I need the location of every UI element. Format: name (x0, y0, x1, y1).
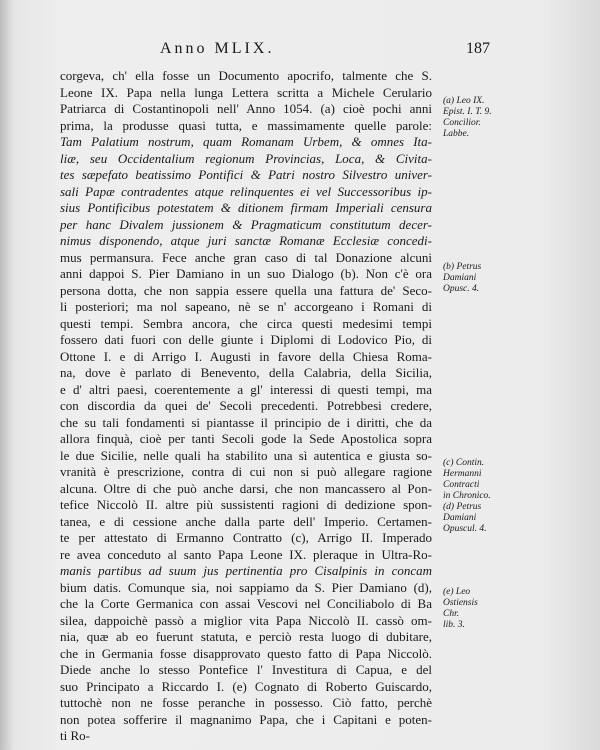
margin-note-line: Labbe. (443, 129, 470, 139)
text-line: nia, quæ ab eo fuerunt statuta, e perciò resta luogo di dubitare, (60, 629, 432, 644)
text-line: tefice Niccolò II. altre più sussistenti ragioni di dedizione spon- (60, 497, 432, 512)
text-line: che su tali fondamenti si piantasse il principio de i diritti, che da (60, 414, 432, 430)
text-line: che la Corte Germanica con assai Vescovi nel Conciliabolo di Ba (60, 596, 432, 611)
page-header (60, 40, 490, 60)
text-line: sius Pontificibus potestatem & ditionem firmam Imperiali censura (60, 200, 432, 215)
margin-note-e (443, 587, 533, 631)
text-line: re avea conceduto al santo Papa Leone IX. pleraque in Ultra-Ro- (60, 546, 432, 562)
margin-note-line: (d) Petrus (443, 502, 482, 512)
text-line: liæ, seu Occidentalium regionum Provincias, Loca, & Civita- (60, 150, 432, 166)
margin-note-line: Damiani (443, 513, 477, 523)
page-number: 187 (466, 40, 490, 57)
text-line: silea, dappoichè passò a miglior vita Papa Niccolò II. cassò om- (60, 612, 432, 628)
text-line: alcuna. Oltre di che può anche darsi, che non mancassero al Pon- (60, 480, 432, 496)
text-line: Diede anche lo stesso Pontefice l' Investitura di Capua, e del (60, 662, 432, 677)
text-line: manis partibus ad suum jus pertinentia pro Cisalpinis in concam (60, 563, 432, 578)
margin-note-line: (b) Petrus (443, 262, 482, 272)
margin-note-a (443, 96, 533, 140)
text-line: mus permansura. Fece anche gran caso di tal Donazione alcuni (60, 249, 432, 265)
margin-note-line: in Chronico. (443, 491, 491, 501)
text-line: allora finquà, cioè per tanti Secoli gode la Sede Apostolica sopra (60, 431, 432, 446)
text-line: per hanc Divalem jussionem & Pragmaticum constitutum decer- (60, 216, 432, 232)
main-text (60, 68, 432, 745)
text-line: na, dove è parlato di Benevento, della Calabria, della Sicilia, (60, 365, 432, 380)
margin-note-b (443, 262, 533, 295)
margin-note-line: Epist. I. T. 9. (443, 107, 492, 117)
margin-note-line: Concilior. (443, 118, 481, 128)
text-line: tanea, e di cessione anche dalla parte dell' Imperio. Certamen- (60, 513, 432, 529)
text-line: fossero dati fuori con delle giunte i Diplomi di Lodovico Pio, di (60, 332, 432, 347)
text-line: corgeva, ch' ella fosse un Documento apocrifo, talmente che S. (60, 68, 432, 83)
margin-note-line: Contracti (443, 480, 480, 490)
text-line: non potea sofferire il magnanimo Papa, che i Capitani e poten- (60, 711, 432, 727)
text-line: Patriarca di Costantinopoli nell' Anno 1054. (a) cioè pochi anni (60, 101, 432, 116)
text-line: le due Sicilie, nelle quali ha stabilito una sì autentica e giusta so- (60, 447, 432, 463)
text-line: sali Papæ contradentes atque relinquentes ei vel Successoribus ip- (60, 183, 432, 199)
margin-note-line: Ostiensis (443, 598, 478, 608)
margin-note-line: Damiani (443, 273, 477, 283)
margin-note-c-d (443, 458, 533, 535)
text-line: tuttochè non ne fosse peranche in possesso. Ciò fatto, perchè (60, 695, 432, 710)
margin-note-line: (a) Leo IX. (443, 96, 485, 106)
text-line: bium datis. Comunque sia, noi sappiamo da S. Pier Damiano (d), (60, 579, 432, 595)
text-line: Leone IX. Papa nella lunga Lettera scritta a Michele Cerulario (60, 84, 432, 100)
margin-note-line: lib. 3. (443, 620, 465, 630)
text-line: con discordia da quei de' Secoli precedenti. Potrebbesi credere, (60, 398, 432, 413)
margin-note-line: Opuscul. 4. (443, 524, 487, 534)
running-head: Anno MLIX. (160, 40, 275, 57)
text-line: prima, la produsse quasi tutta, e massimamente quelle parole: (60, 117, 432, 133)
text-line: nimus disponendo, atque juri sanctæ Romanæ Ecclesiæ concedi- (60, 233, 432, 248)
margin-note-line: (c) Contin. (443, 458, 485, 468)
text-line: anni dappoi S. Pier Damiano in un suo Dialogo (b). Non c'è ora (60, 266, 432, 281)
margin-note-line: Chr. (443, 609, 460, 619)
text-line: questi tempi. Sembra ancora, che circa questi medesimi tempi (60, 315, 432, 331)
text-line: e d' altri paesi, coerentemente a gl' interessi di questi tempi, ma (60, 381, 432, 397)
margin-note-line: Opusc. 4. (443, 284, 480, 294)
text-line: ti Ro- (60, 728, 90, 743)
text-line: te per attestato di Ermanno Contratto (c), Arrigo II. Imperado (60, 530, 432, 545)
text-line: persona dotta, che non sappia essere quella una fattura de' Seco- (60, 282, 432, 298)
text-line: vranità è prescrizione, contra di cui non si può allegare ragione (60, 464, 432, 479)
text-line: Tam Palatium nostrum, quam Romanam Urbem, & omnes Ita- (60, 134, 432, 149)
text-line: Ottone I. e di Arrigo I. Augusti in favore della Chiesa Roma- (60, 348, 432, 364)
margin-note-line: Hermanni (443, 469, 482, 479)
text-line: tes sæpefato beatissimo Pontifici & Patri nostro Silvestro univer- (60, 167, 432, 182)
text-line: li posteriori; ma nol sapeano, nè se n' accorgeano i Romani di (60, 299, 432, 314)
margin-note-line: (e) Leo (443, 587, 471, 597)
text-line: che in Germania fosse disapprovato questo fatto di Papa Niccolò. (60, 645, 432, 661)
text-line: suo Principato a Riccardo I. (e) Cognato di Roberto Guiscardo, (60, 678, 432, 694)
